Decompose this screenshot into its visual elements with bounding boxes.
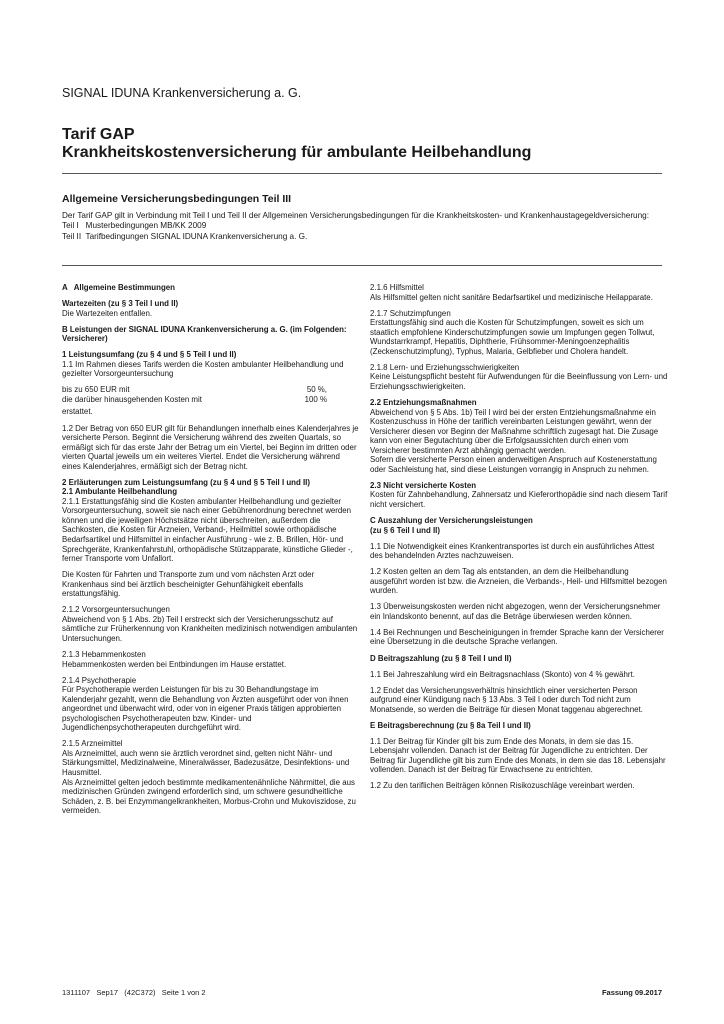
section-a-heading: A Allgemeine Bestimmungen	[62, 283, 175, 292]
title-line-1: Tarif GAP	[62, 126, 135, 143]
s1-2-text: 1.2 Der Betrag von 650 EUR gilt für Behandlungen innerhalb eines Kalenderjahres je versicherte Person. Beginnt die Versicherung während des zweiten Quartals, so ermäßigt sich für das erste Jahr der Betrag um ein Viertel, bei Beginn im dritten oder vierten Quartal jeweils um ein weiteres Viertel. Endet die Versicherung während eines Kalenderjahres, ermäßigt sich der Betrag nicht.	[62, 423, 359, 471]
d-1-1-text: 1.1 Bei Jahreszahlung wird ein Beitragsnachlass (Skonto) von 4 % gewährt.	[370, 669, 635, 679]
c-1-3-text: 1.3 Überweisungskosten werden nicht abgezogen, wenn der Versicherungsnehmer ein Inlandskonto benennt, auf das die Beträge überwiesen werden können.	[370, 602, 661, 621]
s2-1-4-heading: 2.1.4 Psychotherapie	[62, 675, 137, 685]
rate-table	[62, 385, 327, 417]
c-1-4-text: 1.4 Bei Rechnungen und Bescheinigungen in fremder Sprache kann der Versicherer eine Übersetzung in die deutsche Sprache verlangen.	[370, 627, 664, 647]
intro-text: Der Tarif GAP gilt in Verbindung mit Teil I und Teil II der Allgemeinen Versicherungsbedingungen für die Krankheitskosten- und Krankenhaustagegeldversicherung:	[62, 211, 649, 220]
section-e-heading	[370, 721, 668, 731]
section-heading: Allgemeine Versicherungsbedingungen Teil III	[62, 193, 292, 205]
s2-1-3-text: Hebammenkosten werden bei Entbindungen im Hause erstattet.	[62, 659, 287, 669]
rate-row-1-value: 50 %,	[306, 385, 327, 395]
title-line-2: Krankheitskostenversicherung für ambulante Heilbehandlung	[62, 144, 532, 161]
s2-1-1-text: 2.1.1 Erstattungsfähig sind die Kosten ambulanter Heilbehandlung und gezielter Vorsorgeuntersuchung, soweit sie nach einer Gebührenordnung berechnet werden können und die jeweiligen Höchstsätze nicht überschreiten, außerdem die Sachkosten, die Kosten für Arzneien, Verband-, Heilmittel sowie orthopädische Bedarfsartikel und Hilfsmittel in einfacher Ausführung - wie z. B. Brillen, Hör- und Sprechgeräte, Krankenfahrstuhl, orthopädische Stützapparate, künstliche Glieder -, ferner Transporte vom Unfallort.	[62, 496, 353, 564]
rate-row-2-label: die darüber hinausgehenden Kosten mit	[62, 394, 202, 404]
footer	[62, 988, 662, 997]
s2-1-heading: 2.1 Ambulante Heilbehandlung	[62, 487, 178, 497]
intro-teil-2: Teil II Tarifbedingungen SIGNAL IDUNA Krankenversicherung a. G.	[62, 231, 308, 241]
divider	[62, 173, 662, 174]
divider	[62, 265, 662, 266]
s2-2-heading: 2.2 Entziehungsmaßnahmen	[370, 397, 477, 407]
rate-row-2-value: 100 %	[304, 394, 327, 404]
left-column	[62, 283, 360, 822]
s2-1-2-text: Abweichend von § 1 Abs. 2b) Teil I erstreckt sich der Versicherungsschutz auf sämtliche zur Früherkennung von Krankheiten medizinisch notwendigen ambulanten Untersuchungen.	[62, 614, 358, 643]
s2-1-5-text-2: Als Arzneimittel gelten jedoch bestimmte medikamentenähnliche Nährmittel, die aus medizinischen Gründen zwingend erforderlich sind, um schwere gesundheitliche Schäden, z. B. bei Enzymmangelkrankheiten, Morbus-Crohn und Mukoviszidose, zu vermeiden.	[62, 777, 356, 816]
wartezeiten-text: Die Wartezeiten entfallen.	[62, 308, 153, 318]
s2-1-7-heading: 2.1.7 Schutzimpfungen	[370, 308, 451, 318]
wartezeiten-heading: Wartezeiten (zu § 3 Teil I und II)	[62, 299, 179, 309]
intro-block	[62, 211, 662, 242]
section-e-title: E Beitragsberechnung	[370, 720, 455, 730]
section-b-heading: B Leistungen der SIGNAL IDUNA Krankenversicherung a. G. (im Folgenden: Versicherer)	[62, 324, 347, 344]
s2-3-heading: 2.3 Nicht versicherte Kosten	[370, 480, 477, 490]
c-1-2-text: 1.2 Kosten gelten an dem Tag als entstanden, an dem die Heilbehandlung ausgeführt worden ist bzw. die Arzneien, die Verbands-, Heil- und Hilfsmittel bezogen wurden.	[370, 567, 667, 596]
s2-1-5-text: Als Arzneimittel, auch wenn sie ärztlich verordnet sind, gelten nicht Nähr- und Stärkungsmittel, Medizinalweine, Mineralwässer, Badezusätze, Desinfektions- und Hausmittel.	[62, 748, 350, 778]
s2-1-8-heading: 2.1.8 Lern- und Erziehungsschwierigkeiten	[370, 362, 520, 372]
s2-heading: 2 Erläuterungen zum Leistungsumfang (zu § 4 und § 5 Teil I und II)	[62, 477, 310, 487]
section-c-subheading: (zu § 6 Teil I und II)	[370, 525, 440, 535]
section-d-title: D Beitragszahlung	[370, 653, 440, 663]
s2-1-7-text: Erstattungsfähig sind auch die Kosten für Schutzimpfungen, soweit es sich um staatlich empfohlene Kinderschutzimpfungen sowie um Impfungen gegen Tollwut, Wundstarrkrampf, Hepatitis, Diphtherie, Frühsommer-Meningoenzephalitis (Zeckenschutzimpfung), Typhus, Malaria, Gelbfieber und Cholera handelt.	[370, 318, 655, 356]
s1-heading: 1 Leistungsumfang (zu § 4 und § 5 Teil I und II)	[62, 350, 237, 360]
s2-1-2-heading: 2.1.2 Vorsorgeuntersuchungen	[62, 605, 170, 615]
s2-1-6-text: Als Hilfsmittel gelten nicht sanitäre Bedarfsartikel und medizinische Heilapparate.	[370, 292, 653, 302]
s2-1-1-text-2: Die Kosten für Fahrten und Transporte zum und vom nächsten Arzt oder Krankenhaus sind bei ärztlich bescheinigter Gehunfähigkeit ebenfalls erstattungsfähig.	[62, 570, 315, 599]
company-name: SIGNAL IDUNA Krankenversicherung a. G.	[62, 86, 302, 100]
c-1-1-text: 1.1 Die Notwendigkeit eines Krankentransportes ist durch ein ausführliches Attest des behandelnden Arztes nachzuweisen.	[370, 541, 655, 561]
s2-2-text: Abweichend von § 5 Abs. 1b) Teil I wird bei der ersten Entziehungsmaßnahme ein Kostenzuschuss in Höhe der tariflich vereinbarten Leistungen gewährt, wenn der Versicherer diesen vor Beginn der Maßnahme schriftlich zugesagt hat. Die Zusage kann von einer Begutachtung über die Erfolgsaussichten durch einen vom Versicherer bestimmten Arzt abhängig gemacht werden.	[370, 407, 659, 455]
section-d-heading	[370, 654, 668, 664]
rate-erstattet: erstattet.	[62, 407, 93, 417]
e-1-2-text: 1.2 Zu den tariflichen Beiträgen können Risikozuschläge vereinbart werden.	[370, 781, 635, 791]
s1-1-text: 1.1 Im Rahmen dieses Tarifs werden die Kosten ambulanter Heilbehandlung und gezielter Vorsorgeuntersuchung	[62, 359, 344, 379]
s2-3-text: Kosten für Zahnbehandlung, Zahnersatz und Kieferorthopädie sind nach diesem Tarif nicht versichert.	[370, 490, 668, 509]
section-d-subheading: (zu § 8 Teil I und II)	[441, 653, 512, 663]
s2-1-8-text: Keine Leistungspflicht besteht für Aufwendungen für die Beeinflussung von Lern- und Erziehungsschwierigkeiten.	[370, 372, 668, 391]
section-e-subheading: (zu § 8a Teil I und II)	[456, 720, 531, 730]
s2-1-4-text: Für Psychotherapie werden Leistungen für bis zu 30 Behandlungstage im Kalenderjahr gezahlt, wenn die Behandlung von Ärzten ausgeführt oder von ihnen angeordnet und überwacht wird, oder von in eigener Praxis tätigen approbierten psychologischen Psychotherapeuten bzw. Kinder- und Jugendlichenpsychotherapeuten durchgeführt wird.	[62, 685, 349, 733]
footer-doc-id: 1311107 Sep17 (42C372) Seite 1 von 2	[62, 988, 206, 997]
rate-row-1-label: bis zu 650 EUR mit	[62, 385, 130, 395]
s2-1-3-heading: 2.1.3 Hebammenkosten	[62, 650, 146, 659]
intro-teil-1: Teil I Musterbedingungen MB/KK 2009	[62, 221, 207, 231]
d-1-2-text: 1.2 Endet das Versicherungsverhältnis hinsichtlich einer versicherten Person aufgrund einer Kündigung nach § 13 Abs. 3 Teil I oder durch Tod nicht zum Monatsende, so werden die Beiträge für diesen Monat taggenau abgerechnet.	[370, 685, 643, 714]
e-1-1-text: 1.1 Der Beitrag für Kinder gilt bis zum Ende des Monats, in dem sie das 15. Lebensjahr vollenden. Danach ist der Beitrag für Jugendliche zu entrichten. Der Beitrag für Jugendliche gilt bis zum Ende des Monats, in dem sie das 18. Lebensjahr vollenden. Danach ist der Beitrag für Erwachsene zu entrichten.	[370, 736, 666, 775]
right-column	[370, 283, 668, 798]
section-c-heading: C Auszahlung der Versicherungsleistungen	[370, 515, 533, 525]
s2-1-5-heading: 2.1.5 Arzneimittel	[62, 739, 123, 749]
s2-1-6-heading: 2.1.6 Hilfsmittel	[370, 283, 424, 292]
document-title	[62, 126, 531, 162]
footer-version: Fassung 09.2017	[601, 988, 662, 997]
s2-2-text-2: Sofern die versicherte Person einen anderweitigen Anspruch auf Kostenerstattung oder Sachleistung hat, sind diese Leistungen vorrangig in Anspruch zu nehmen.	[370, 455, 657, 474]
